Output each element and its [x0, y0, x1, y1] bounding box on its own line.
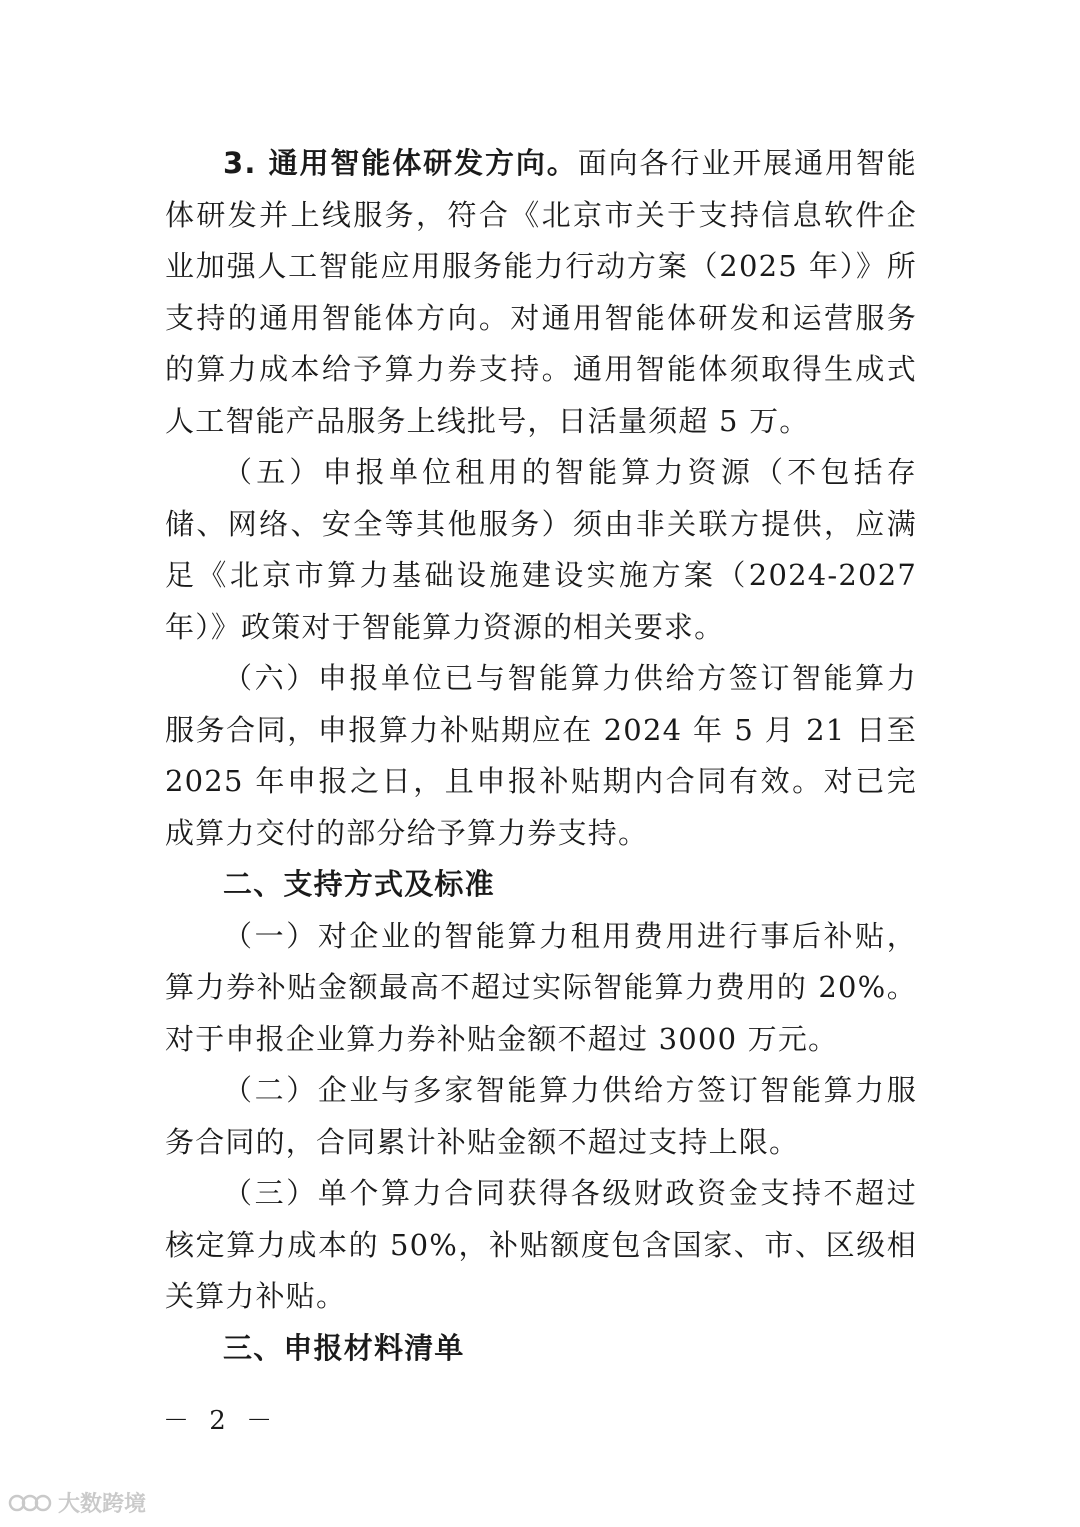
watermark — [8, 1487, 146, 1518]
watermark-text: 大数跨境 — [58, 1492, 147, 1517]
paragraph-support-3: （三）单个算力合同获得各级财政资金支持不超过核定算力成本的 50%，补贴额度包含国家、市、区级相关算力补贴。 — [165, 1176, 917, 1313]
watermark-logo-icon — [8, 1492, 52, 1514]
section-heading-materials: 三、申报材料清单 — [223, 1330, 465, 1365]
paragraph-item-6: （六）申报单位已与智能算力供给方签订智能算力服务合同，申报算力补贴期应在 2024 年 5 月 21 日至 2025 年申报之日，且申报补贴期内合同有效。对已完成算力交付的部分给予算力券支持。 — [165, 661, 917, 850]
document-body — [165, 138, 917, 1374]
page-number: － 2 － — [163, 1406, 279, 1436]
paragraph-lead-title: 3. 通用智能体研发方向。 — [223, 146, 578, 180]
section-heading-support-standards: 二、支持方式及标准 — [223, 867, 495, 901]
paragraph-general-agent — [165, 138, 917, 447]
paragraph-support-2: （二）企业与多家智能算力供给方签订智能算力服务合同的，合同累计补贴金额不超过支持上限。 — [165, 1073, 917, 1159]
paragraph-text: 面向各行业开展通用智能体研发并上线服务，符合《北京市关于支持信息软件企业加强人工智能应用服务能力行动方案（2025 年）》所支持的通用智能体方向。对通用智能体研发和运营服务的算力成本给予算力券支持。通用智能体须取得生成式人工智能产品服务上线批号，日活量须超 5 万。 — [165, 146, 917, 438]
paragraph-support-1: （一）对企业的智能算力租用费用进行事后补贴，算力券补贴金额最高不超过实际智能算力费用的 20%。对于申报企业算力券补贴金额不超过 3000 万元。 — [165, 918, 917, 1056]
paragraph-item-5: （五）申报单位租用的智能算力资源（不包括存储、网络、安全等其他服务）须由非关联方提供，应满足《北京市算力基础设施建设实施方案（2024-2027 年）》政策对于智能算力资源的相关要求。 — [165, 455, 917, 644]
